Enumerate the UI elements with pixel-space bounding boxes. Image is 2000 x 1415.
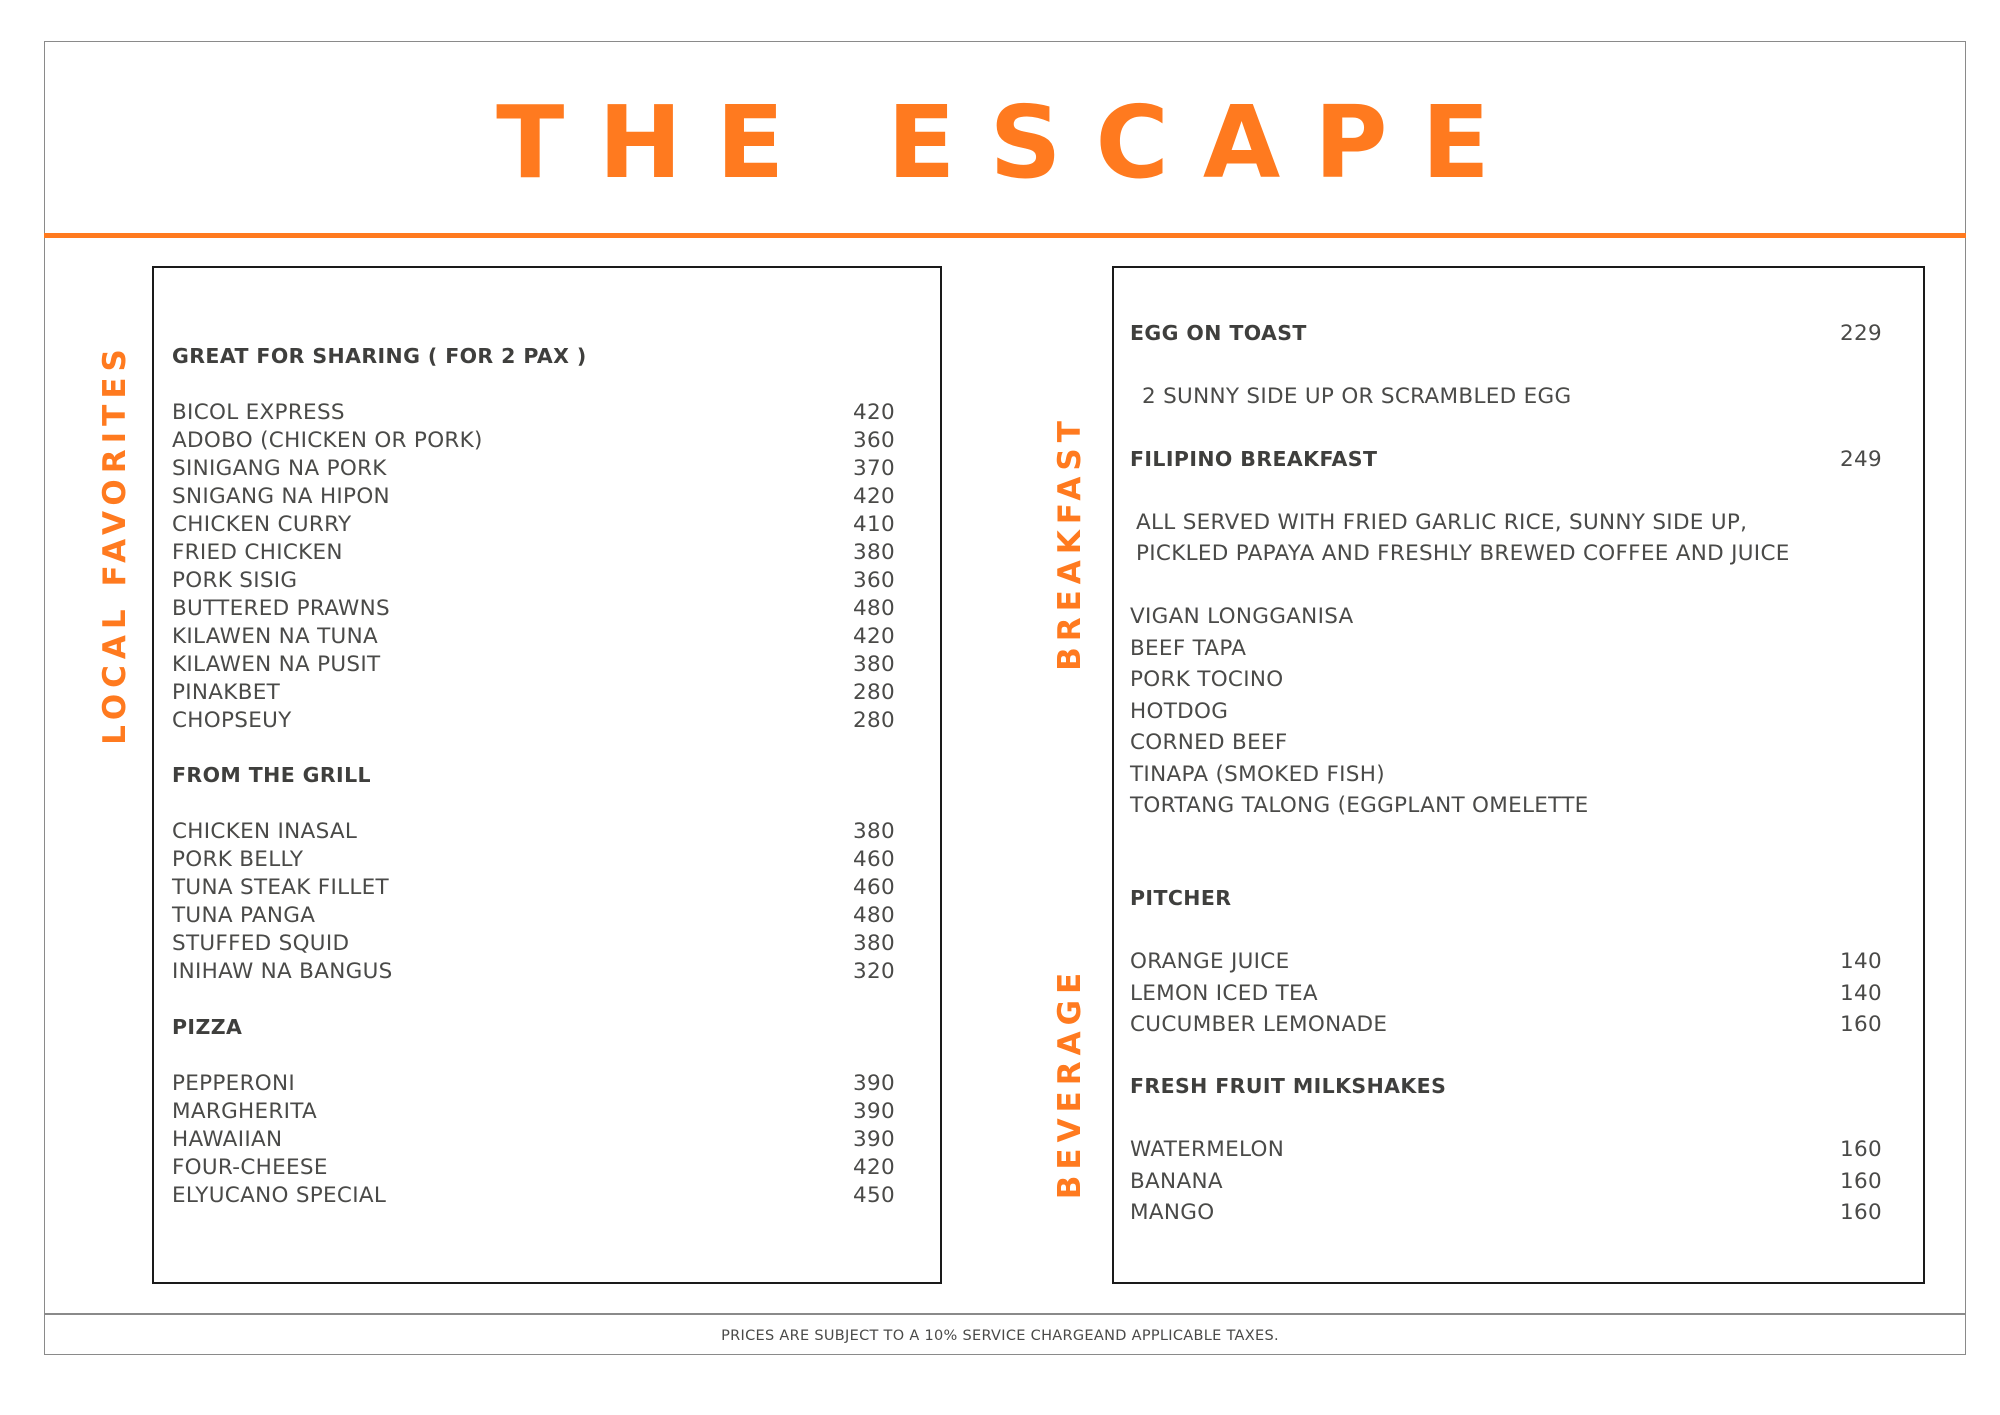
menu-item-name: HAWAIIAN: [172, 1127, 283, 1152]
menu-item-price: 320: [853, 959, 895, 984]
menu-item-name: ADOBO (CHICKEN OR PORK): [172, 428, 483, 453]
section-heading-filipino-breakfast: FILIPINO BREAKFAST: [1130, 447, 1378, 471]
menu-title: THE ESCAPE: [496, 84, 1524, 201]
section-heading-milkshakes: FRESH FRUIT MILKSHAKES: [1130, 1074, 1447, 1098]
item-price: 229: [1840, 321, 1882, 346]
breakfast-option: VIGAN LONGGANISA: [1130, 604, 1354, 629]
section-heading-great-for-sharing: GREAT FOR SHARING ( FOR 2 PAX ): [172, 344, 587, 368]
menu-item-price: 480: [853, 903, 895, 928]
item-description: PICKLED PAPAYA AND FRESHLY BREWED COFFEE AND JUICE: [1136, 541, 1790, 566]
side-label-local-favorites: LOCAL FAVORITES: [97, 343, 133, 745]
menu-item-price: 140: [1840, 980, 1882, 1006]
menu-item-price: 160: [1840, 1137, 1882, 1162]
menu-item-price: 480: [853, 596, 895, 621]
menu-item-price: 460: [853, 847, 895, 872]
menu-item-price: 280: [853, 708, 895, 733]
side-label-breakfast: BREAKFAST: [1052, 415, 1088, 671]
menu-item-name: STUFFED SQUID: [172, 931, 350, 956]
section-heading-from-the-grill: FROM THE GRILL: [172, 763, 371, 787]
menu-item-price: 360: [853, 568, 895, 593]
menu-item-price: 380: [853, 931, 895, 956]
menu-item-name: BICOL EXPRESS: [172, 400, 345, 425]
menu-item-price: 420: [853, 484, 895, 509]
menu-item-price: 410: [853, 512, 895, 537]
header-divider: [44, 233, 1966, 238]
menu-item-price: 390: [853, 1127, 895, 1152]
section-heading-egg-on-toast: EGG ON TOAST: [1130, 321, 1307, 345]
menu-item-price: 380: [853, 540, 895, 565]
breakfast-option: BEEF TAPA: [1130, 635, 1247, 661]
menu-item-name: KILAWEN NA PUSIT: [172, 652, 381, 677]
menu-item-name: PORK SISIG: [172, 568, 298, 593]
menu-item-price: 380: [853, 652, 895, 677]
breakfast-option: HOTDOG: [1130, 698, 1229, 724]
menu-item-name: INIHAW NA BANGUS: [172, 959, 393, 984]
menu-item-price: 460: [853, 875, 895, 900]
menu-item-price: 280: [853, 680, 895, 705]
menu-item-name: PINAKBET: [172, 680, 281, 705]
menu-item-name: ORANGE JUICE: [1130, 949, 1290, 974]
section-heading-pizza: PIZZA: [172, 1015, 243, 1039]
menu-item-name: TUNA PANGA: [172, 903, 316, 928]
menu-item-name: FRIED CHICKEN: [172, 540, 343, 565]
menu-item-price: 160: [1840, 1012, 1882, 1037]
breakfast-option: CORNED BEEF: [1130, 730, 1288, 755]
menu-item-name: ELYUCANO SPECIAL: [172, 1183, 387, 1208]
menu-item-name: CHICKEN CURRY: [172, 512, 352, 537]
menu-item-name: SNIGANG NA HIPON: [172, 484, 390, 509]
menu-item-price: 420: [853, 1155, 895, 1180]
footer-note: PRICES ARE SUBJECT TO A 10% SERVICE CHARGEAND APPLICABLE TAXES.: [721, 1328, 1279, 1344]
menu-item-price: 420: [853, 400, 895, 425]
menu-item-price: 420: [853, 624, 895, 649]
menu-item-price: 390: [853, 1071, 895, 1096]
menu-item-name: LEMON ICED TEA: [1130, 980, 1318, 1006]
side-label-beverage: BEVERAGE: [1052, 966, 1088, 1200]
menu-item-name: CUCUMBER LEMONADE: [1130, 1012, 1388, 1037]
menu-item-name: TUNA STEAK FILLET: [172, 875, 389, 900]
menu-item-name: PEPPERONI: [172, 1071, 296, 1096]
breakfast-option: PORK TOCINO: [1130, 667, 1284, 692]
breakfast-option: TORTANG TALONG (EGGPLANT OMELETTE: [1130, 793, 1589, 818]
menu-item-price: 370: [853, 456, 895, 481]
menu-item-price: 450: [853, 1183, 895, 1208]
item-description: 2 SUNNY SIDE UP OR SCRAMBLED EGG: [1142, 384, 1572, 409]
menu-item-name: CHICKEN INASAL: [172, 819, 358, 844]
menu-item-price: 140: [1840, 949, 1882, 974]
menu-item-name: BUTTERED PRAWNS: [172, 596, 390, 621]
menu-item-name: MANGO: [1130, 1200, 1215, 1225]
breakfast-option: TINAPA (SMOKED FISH): [1130, 761, 1385, 787]
menu-item-name: BANANA: [1130, 1168, 1223, 1194]
menu-item-price: 380: [853, 819, 895, 844]
menu-item-price: 360: [853, 428, 895, 453]
menu-item-name: KILAWEN NA TUNA: [172, 624, 378, 649]
menu-item-name: CHOPSEUY: [172, 708, 292, 733]
section-heading-pitcher: PITCHER: [1130, 886, 1232, 910]
menu-item-price: 160: [1840, 1200, 1882, 1225]
menu-item-name: SINIGANG NA PORK: [172, 456, 387, 481]
menu-item-price: 160: [1840, 1168, 1882, 1194]
menu-item-price: 390: [853, 1099, 895, 1124]
menu-item-name: WATERMELON: [1130, 1137, 1285, 1162]
menu-item-name: FOUR-CHEESE: [172, 1155, 328, 1180]
item-price: 249: [1840, 447, 1882, 472]
menu-item-name: MARGHERITA: [172, 1099, 318, 1124]
footer-divider: [44, 1313, 1966, 1315]
menu-item-name: PORK BELLY: [172, 847, 304, 872]
item-description: ALL SERVED WITH FRIED GARLIC RICE, SUNNY SIDE UP,: [1136, 510, 1748, 535]
